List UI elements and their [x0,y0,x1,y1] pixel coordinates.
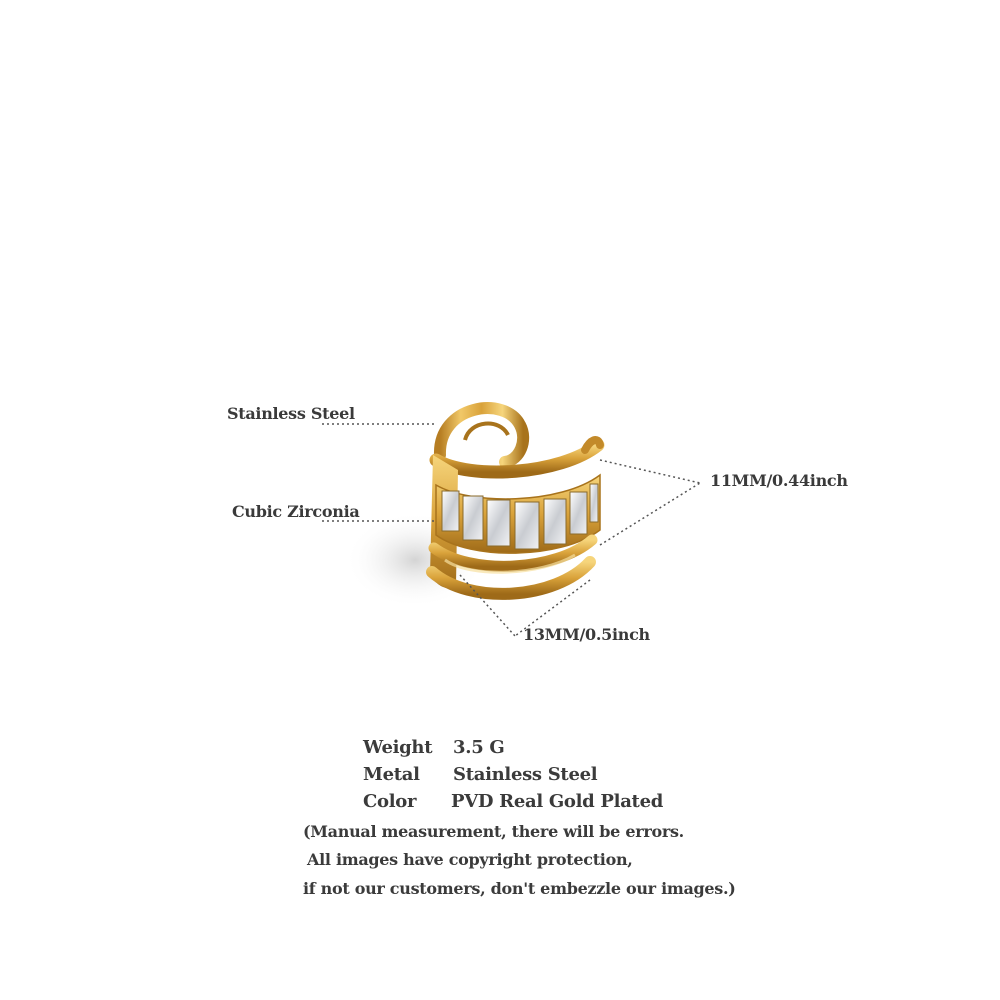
callout-material-label: Stainless Steel [227,404,355,423]
spec-value: PVD Real Gold Plated [451,791,664,812]
spec-key: Weight [363,737,433,758]
callout-width-label: 13MM/0.5inch [523,625,650,644]
spec-key: Color [363,791,417,812]
spec-value: Stainless Steel [453,764,598,785]
height-bottom-line [600,483,700,545]
disclaimer-line-3: if not our customers, don't embezzle our images.) [303,879,736,898]
height-top-line [600,460,700,483]
spec-value: 3.5 G [453,737,505,758]
ring-back-arc [440,408,523,462]
spec-key: Metal [363,764,420,785]
callout-stone-label: Cubic Zirconia [232,502,360,521]
callout-height-label: 11MM/0.44inch [710,471,848,490]
disclaimer-line-1: (Manual measurement, there will be errors. [303,822,684,841]
disclaimer-line-2: All images have copyright protection, [307,850,633,869]
